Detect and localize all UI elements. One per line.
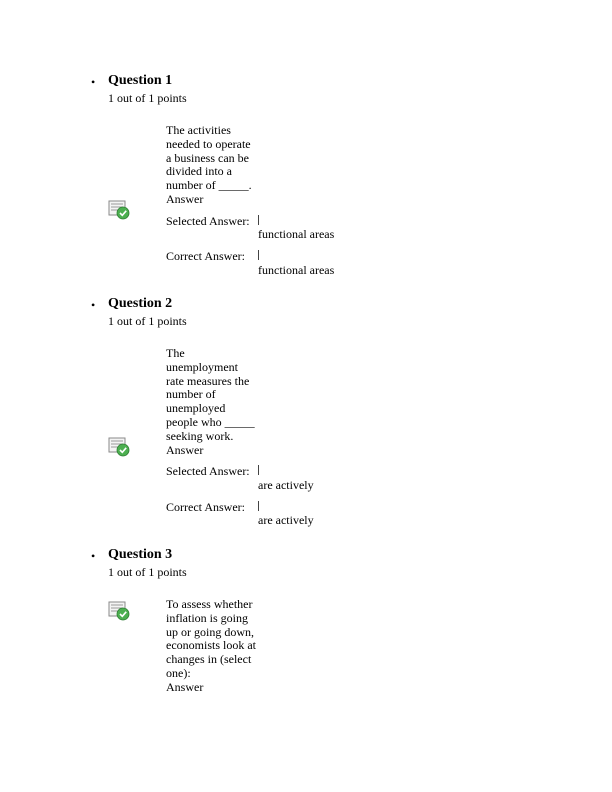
- question-points: 1 out of 1 points: [108, 565, 187, 579]
- grade-correct-check-icon: [108, 200, 130, 220]
- answer-separator: [258, 501, 259, 511]
- question-text-line: number of: [166, 387, 216, 402]
- question-text-line: To assess whether: [166, 597, 253, 611]
- question-text: [166, 347, 258, 457]
- question-points: 1 out of 1 points: [108, 91, 187, 105]
- question-text-line: inflation is going: [166, 610, 248, 625]
- question-text-line: up or going down,: [166, 624, 254, 639]
- question-title: Question 1: [108, 73, 173, 88]
- selected-answer-label: Selected Answer:: [166, 214, 250, 228]
- bullet: •: [91, 75, 96, 89]
- answer-label: Answer: [166, 442, 204, 457]
- grade-correct-check-icon: [108, 437, 130, 457]
- question-text-line: needed to operate: [166, 136, 251, 151]
- answer-separator: [258, 250, 259, 260]
- question-text-line: economists look at: [166, 638, 256, 653]
- correct-answer-label: Correct Answer:: [166, 249, 245, 263]
- bullet: •: [91, 549, 96, 563]
- grade-correct-check-icon: [108, 601, 130, 621]
- question-text-line: The activities: [166, 123, 231, 137]
- answer-separator: [258, 465, 259, 475]
- correct-answer-value: are actively: [258, 513, 314, 527]
- question-title: Question 3: [108, 547, 173, 562]
- question-text-line: unemployment: [166, 359, 238, 374]
- selected-answer-value: are actively: [258, 478, 314, 492]
- question-title: Question 2: [108, 296, 173, 311]
- question-text-line: changes in (select: [166, 652, 252, 667]
- selected-answer-label: Selected Answer:: [166, 464, 250, 478]
- answer-separator: [258, 215, 259, 225]
- selected-answer-value: functional areas: [258, 227, 335, 241]
- question-text: [166, 124, 258, 207]
- question-points: 1 out of 1 points: [108, 314, 187, 328]
- question-text: [166, 598, 258, 695]
- question-text-line: divided into a: [166, 164, 232, 179]
- answer-label: Answer: [166, 679, 204, 694]
- question-text-line: one):: [166, 665, 191, 680]
- correct-answer-value: functional areas: [258, 263, 335, 277]
- question-text-line: rate measures the: [166, 373, 250, 388]
- question-text-line: The: [166, 346, 185, 360]
- question-text-line: seeking work.: [166, 428, 234, 443]
- question-text-line: unemployed: [166, 401, 226, 416]
- question-text-line: number of _____.: [166, 178, 252, 193]
- correct-answer-label: Correct Answer:: [166, 500, 245, 514]
- answer-label: Answer: [166, 191, 204, 206]
- question-text-line: people who _____: [166, 414, 255, 429]
- question-text-line: a business can be: [166, 150, 249, 165]
- bullet: •: [91, 298, 96, 312]
